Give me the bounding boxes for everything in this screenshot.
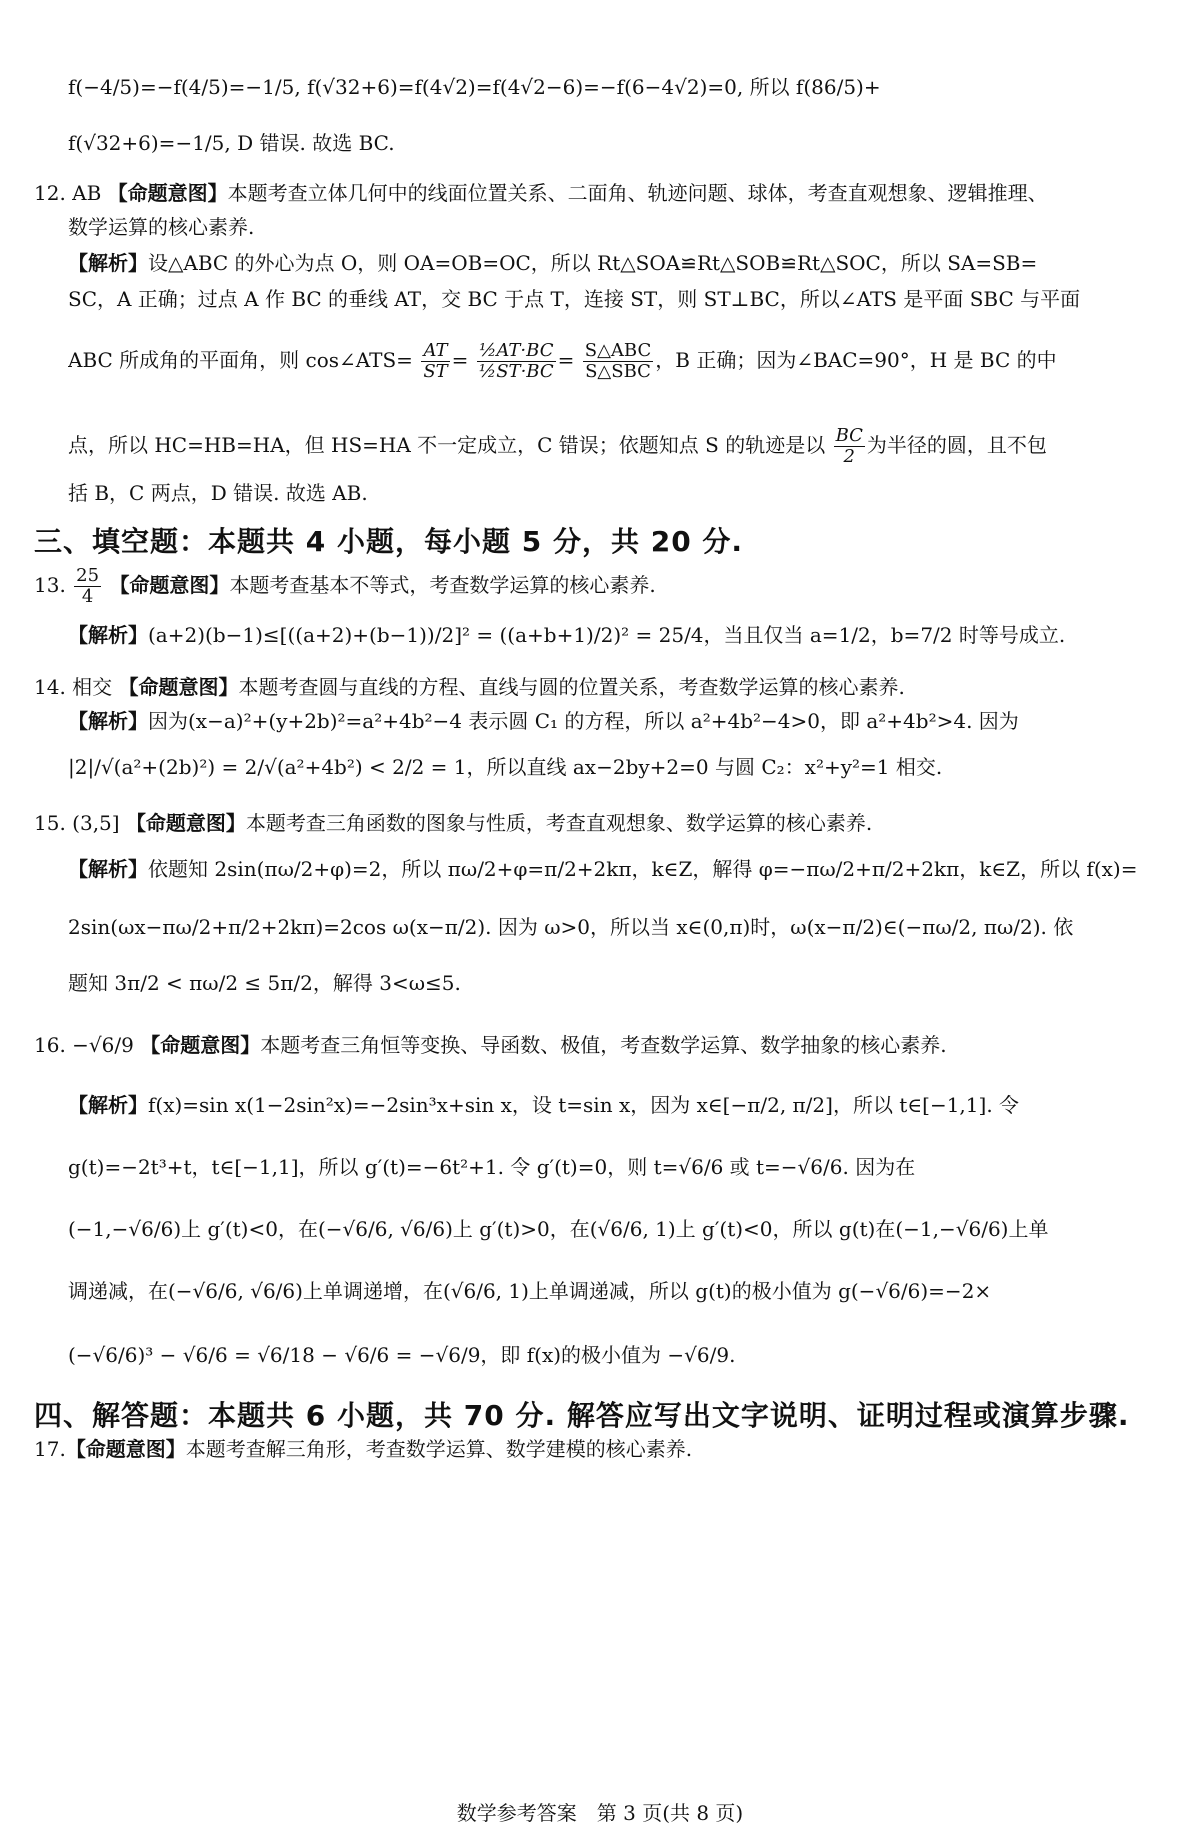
text-span: 点，所以 HC=HB=HA，但 HS=HA 不一定成立，C 错误；依题知点 S 的轨迹是以 xyxy=(68,433,826,457)
text-line xyxy=(68,620,1168,650)
intent-text: 本题考查立体几何中的线面位置关系、二面角、轨迹问题、球体，考查直观想象、逻辑推理、 xyxy=(227,181,1048,205)
question-14-header xyxy=(34,672,1134,702)
intent-tag: 【命题意图】 xyxy=(65,1437,186,1461)
analysis-text: 依题知 2sin(πω/2+φ)=2，所以 πω/2+φ=π/2+2kπ，k∈Z，解得 φ=−πω/2+π/2+2kπ，k∈Z，所以 f(x)= xyxy=(148,857,1138,881)
text-line xyxy=(68,420,1168,472)
denominator: 2 xyxy=(843,446,855,467)
denominator: 4 xyxy=(81,586,94,607)
text-span: 为半径的圆，且不包 xyxy=(866,433,1047,457)
analysis-tag: 【解析】 xyxy=(68,857,148,881)
fraction xyxy=(421,341,449,382)
numerator: S△ABC xyxy=(584,340,652,361)
analysis-text: f(x)=sin x(1−2sin²x)=−2sin³x+sin x，设 t=sin x，因为 x∈[−π/2, π/2]，所以 t∈[−1,1]. 令 xyxy=(148,1093,1020,1117)
intent-tag: 【命题意图】 xyxy=(125,811,246,835)
intent-text: 本题考查三角函数的图象与性质，考查直观想象、数学运算的核心素养. xyxy=(245,811,873,835)
text-line: (−√6/6)³ − √6/6 = √6/18 − √6/6 = −√6/9，即 f(x)的极小值为 −√6/9. xyxy=(68,1343,736,1367)
denominator: S△SBC xyxy=(585,361,651,382)
text-line: 2sin(ωx−πω/2+π/2+2kπ)=2cos ω(x−π/2). 因为 ω>0，所以当 x∈(0,π)时，ω(x−π/2)∈(−πω/2, πω/2). 依 xyxy=(68,915,1074,939)
text-line: f(√32+6)=−1/5, D 错误. 故选 BC. xyxy=(68,131,395,155)
fraction xyxy=(834,426,865,467)
text-line: f(−4/5)=−f(4/5)=−1/5, f(√32+6)=f(4√2)=f(4√2−6)=−f(6−4√2)=0, 所以 f(86/5)+ xyxy=(68,75,881,99)
intent-text: 本题考查三角恒等变换、导函数、极值，考查数学运算、数学抽象的核心素养. xyxy=(260,1033,947,1057)
question-13-header xyxy=(34,560,1134,612)
question-16-header xyxy=(34,1030,1134,1060)
page-footer: 数学参考答案 第 3 页(共 8 页) xyxy=(456,1801,744,1825)
text-line xyxy=(68,706,1168,736)
intent-tag: 【命题意图】 xyxy=(107,181,228,205)
text-span: ABC 所成角的平面角，则 cos∠ATS= xyxy=(68,348,413,372)
intent-text: 本题考查解三角形，考查数学运算、数学建模的核心素养. xyxy=(185,1437,693,1461)
text-line: (−1,−√6/6)上 g′(t)<0，在(−√6/6, √6/6)上 g′(t)>0，在(√6/6, 1)上 g′(t)<0，所以 g(t)在(−1,−√6/6)上单 xyxy=(68,1217,1049,1241)
answer-number: 14. 相交 xyxy=(34,675,113,699)
text-line xyxy=(68,248,1168,278)
answer-number: 13. xyxy=(34,573,66,597)
fraction xyxy=(74,566,101,607)
fraction xyxy=(477,341,556,382)
numerator: BC xyxy=(835,425,863,446)
text-line: 括 B，C 两点，D 错误. 故选 AB. xyxy=(68,481,368,505)
intent-text: 本题考查圆与直线的方程、直线与圆的位置关系，考查数学运算的核心素养. xyxy=(238,675,905,699)
question-15-header xyxy=(34,808,1134,838)
text-line: SC，A 正确；过点 A 作 BC 的垂线 AT，交 BC 于点 T，连接 ST，则 ST⊥BC，所以∠ATS 是平面 SBC 与平面 xyxy=(68,287,1081,311)
text-line: ABC 所成角的平面角，则 cos∠ATS= $\frac{AT}{ST}$ = $\frac{\text{½AT·BC}}{\text{½ST·BC}}$ = $\frac{\text{S△ABC}}{\text{S△SBC}}$ ，B 正确；因为∠BAC=90°，H 是 BC 的中 xyxy=(68,340,1057,382)
text-line: 数学运算的核心素养. xyxy=(68,215,255,239)
text-line: 调递减，在(−√6/6, √6/6)上单调递增，在(√6/6, 1)上单调递减，所以 g(t)的极小值为 g(−√6/6)=−2× xyxy=(68,1279,992,1303)
numerator: AT xyxy=(421,341,449,362)
analysis-text: 因为(x−a)²+(y+2b)²=a²+4b²−4 表示圆 C₁ 的方程，所以 a²+4b²−4>0，即 a²+4b²>4. 因为 xyxy=(148,709,1019,733)
denominator: ½ST·BC xyxy=(478,361,554,382)
section-heading: 三、填空题：本题共 4 小题，每小题 5 分，共 20 分. xyxy=(34,525,744,558)
fraction xyxy=(583,341,654,382)
text-line xyxy=(68,1090,1168,1120)
answer-number: 16. −√6/9 xyxy=(34,1033,134,1057)
answer-number: 15. (3,5] xyxy=(34,811,120,835)
analysis-text: (a+2)(b−1)≤[((a+2)+(b−1))/2]² = ((a+b+1)/2)² = 25/4，当且仅当 a=1/2，b=7/2 时等号成立. xyxy=(148,623,1066,647)
intent-tag: 【命题意图】 xyxy=(140,1033,261,1057)
text-line: 题知 3π/2 < πω/2 ≤ 5π/2，解得 3<ω≤5. xyxy=(68,971,461,995)
analysis-tag: 【解析】 xyxy=(68,709,148,733)
text-line: g(t)=−2t³+t，t∈[−1,1]，所以 g′(t)=−6t²+1. 令 g′(t)=0，则 t=√6/6 或 t=−√6/6. 因为在 xyxy=(68,1155,916,1179)
denominator: ST xyxy=(423,361,448,382)
analysis-tag: 【解析】 xyxy=(68,251,148,275)
answer-number: 12. AB xyxy=(34,181,102,205)
text-span: ，B 正确；因为∠BAC=90°，H 是 BC 的中 xyxy=(655,348,1057,372)
numerator: 25 xyxy=(76,565,100,586)
question-17-header xyxy=(34,1434,1134,1464)
analysis-tag: 【解析】 xyxy=(68,1093,148,1117)
analysis-text: 设△ABC 的外心为点 O，则 OA=OB=OC，所以 Rt△SOA≌Rt△SOB≌Rt△SOC，所以 SA=SB= xyxy=(148,251,1038,275)
intent-tag: 【命题意图】 xyxy=(118,675,239,699)
question-12-header xyxy=(34,178,1134,208)
section-heading: 四、解答题：本题共 6 小题，共 70 分. 解答应写出文字说明、证明过程或演算步骤. xyxy=(34,1399,1130,1432)
intent-tag: 【命题意图】 xyxy=(109,573,230,597)
numerator: ½AT·BC xyxy=(477,341,556,362)
text-line xyxy=(68,854,1168,884)
analysis-tag: 【解析】 xyxy=(68,623,148,647)
text-line: |2|/√(a²+(2b)²) = 2/√(a²+4b²) < 2/2 = 1，所以直线 ax−2by+2=0 与圆 C₂：x²+y²=1 相交. xyxy=(68,755,943,779)
intent-text: 本题考查基本不等式，考查数学运算的核心素养. xyxy=(229,573,656,597)
answer-number: 17. xyxy=(34,1437,66,1461)
